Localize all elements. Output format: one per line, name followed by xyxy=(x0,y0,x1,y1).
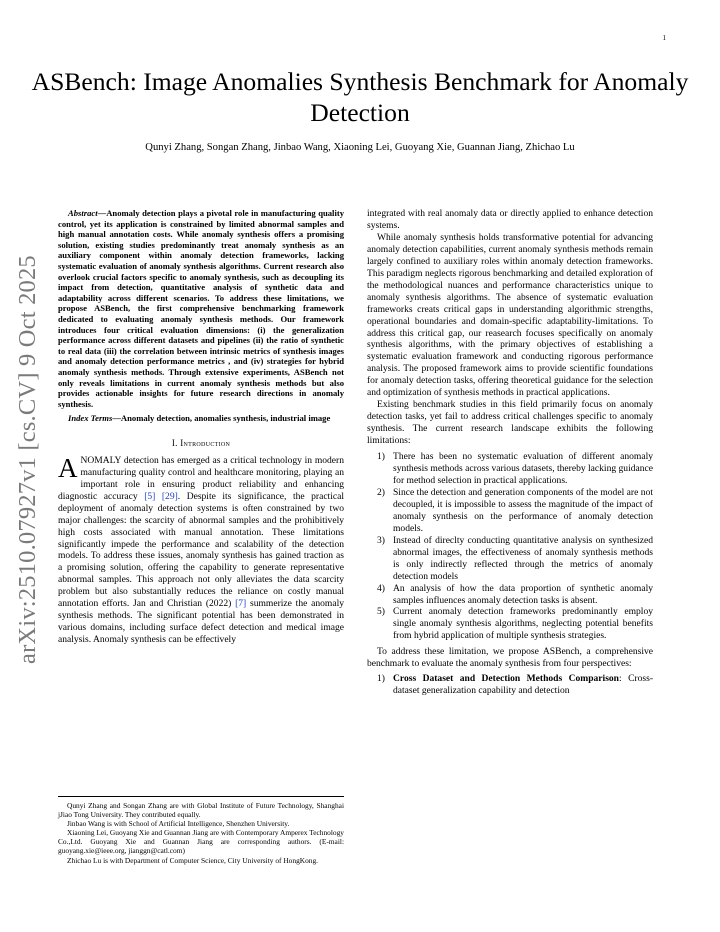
intro-text-c: summerize the anomaly synthesis methods. The significant potential has been demonstrated in various domains, including surface defect detection and medical image analysis. Anomaly synthesis can be effectively xyxy=(58,598,344,646)
footnote: Jinbao Wang is with School of Artificial Intelligence, Shenzhen University. xyxy=(67,819,290,829)
list-item xyxy=(367,487,653,535)
intro-paragraph-1-continued: integrated with real anomaly data or directly applied to enhance detection systems. xyxy=(367,208,653,231)
intro-paragraph-4: To address these limitation, we propose ASBench, a comprehensive benchmark to evaluate the anomaly synthesis from four perspectives: xyxy=(367,646,653,670)
citation-link[interactable]: [7] xyxy=(235,598,247,610)
footnote: Xiaoning Lei, Guoyang Xie and Guannan Jiang are with Contemporary Amperex Technology Co.,Ltd. Guoyang Xie and Guannan Jiang are corresponding authors. (E-mail: guoyang.xie@ieee.org, jianggn@catl.com) xyxy=(58,828,344,856)
intro-text-a: NOMALY detection has emerged as a critical technology in modern manufacturing quality control and healthcare monitoring, playing an important role in ensuring product reliability and enhancing diagnostic accuracy xyxy=(58,454,344,502)
paper-title: ASBench: Image Anomalies Synthesis Benchmark for Anomaly Detection xyxy=(31,67,689,127)
list-number: 5) xyxy=(377,606,385,618)
citation-link[interactable]: [29] xyxy=(161,490,178,502)
limitations-list xyxy=(367,451,653,642)
list-item-text: An analysis of how the data proportion of synthetic anomaly samples influences anomaly detection tasks is absent. xyxy=(393,582,653,606)
list-number: 2) xyxy=(377,486,385,498)
section-heading-introduction: I. Introduction xyxy=(171,437,231,448)
abstract xyxy=(58,208,344,409)
index-terms xyxy=(58,413,344,424)
index-terms-label: Index Terms xyxy=(68,413,113,424)
list-item-text: Current anomaly detection frameworks predominantly employ single anomaly synthesis algorithms, neglecting potential benefits from hybrid application of multiple synthesis strategies. xyxy=(393,606,653,642)
list-item-text: Since the detection and generation components of the model are not decoupled, it is impossible to assess the magnitude of the impact of anomaly synthesis on the performance of anomaly detection models. xyxy=(393,486,653,534)
list-item-text: Instead of direclty conducting quantitative analysis on synthesized abnormal images, the effectiveness of anomaly synthesis methods is only indirectly reflected through the metrics of anomaly detection models xyxy=(393,534,653,582)
footnotes xyxy=(58,796,344,865)
abstract-label: Abstract xyxy=(68,208,98,218)
index-terms-text: —Anomaly detection, anomalies synthesis, industrial image xyxy=(112,413,331,424)
list-item xyxy=(367,535,653,583)
perspectives-list xyxy=(367,673,653,697)
right-column xyxy=(367,208,653,701)
page-number: 1 xyxy=(662,34,666,42)
list-item xyxy=(367,673,653,697)
list-item-text: There has been no systematic evaluation of different anomaly synthesis methods across various datasets, thereby lacking guidance for method selection in practical applications. xyxy=(393,451,653,486)
intro-text-b: . Despite its significance, the practical deployment of anomaly detection systems is often constrained by two major challenges: the scarcity of abnormal samples and the prohibitively high costs associated with manual annotation. These limitations significantly impede the performance and scalability of the detection models. To address these issues, anomaly synthesis has gained traction as a promising solution, offering the capability to generate representative abnormal samples. This approach not only alleviates the data scarcity problem but also substantially reduces the reliance on costly manual annotation efforts. Jan and Christian (2022) xyxy=(58,490,344,610)
citation-link[interactable]: [5] xyxy=(144,490,156,502)
footnote: Qunyi Zhang and Songan Zhang are with Global Institute of Future Technology, Shanghai jJiao Tong University. They contributed equally. xyxy=(58,801,344,820)
drop-cap: A xyxy=(58,452,78,483)
list-item xyxy=(367,606,653,642)
list-item xyxy=(367,583,653,607)
list-number: 1) xyxy=(377,673,385,685)
intro-paragraph-2: While anomaly synthesis holds transformative potential for advancing anomaly detection capabilities, current anomaly synthesis methods remain largely confined to auxiliary roles within anomaly detection frameworks. This paradigm neglects rigorous benchmarking and detailed exploration of the methodological nuances and performance characteristics unique to anomaly synthesis algorithms. The absence of systematic evaluation frameworks creats critical gaps in understanding algorithmic strengths, operational boundaries and domain-specific adaptability-limitations. To address this critical gap, our reasearch focuses specifically on anomaly synthesis algorithms, with the primary objectives of establishing a systematic evaluation framework and conducting rigorous performance analysis. The proposed framework aims to provide scientific foundations for anomaly detection tasks, offering theoretical guidance for the selection and optimization of synthesis methods in practical applications. xyxy=(367,231,653,399)
left-column xyxy=(58,208,344,646)
list-number: 1) xyxy=(377,451,385,463)
intro-paragraph-3: Existing benchmark studies in this field primarily focus on anomaly detection tasks, yet fail to address critical challenges specific to anomaly synthesis. The current research landscape exhibits the following limitations: xyxy=(367,399,653,447)
abstract-text: —Anomaly detection plays a pivotal role in manufacturing quality control, yet its application is constrained by limited abnormal samples and high manual annotation costs. While anomaly synthesis offers a promising solution, existing studies predominantly treat anomaly synthesis as an auxiliary component within anomaly detection frameworks, lacking systematic evaluation of anomaly synthesis algorithms. Current research also overlook crucial factors specific to anomaly synthesis, such as decoupling its impact from detection, quantitative analysis of synthetic data and adaptability across different scenarios. To address these limitations, we propose ASBench, the first comprehensive benchmarking framework dedicated to evaluating anomaly synthesis methods. Our framework introduces four critical evaluation dimensions: (i) the generalization performance across different datasets and pipelines (ii) the ratio of synthetic to real data (iii) the correlation between intrinsic metrics of synthesis images and anomaly detection performance metrics , and (iv) strategies for hybrid anomaly synthesis methods. Through extensive experiments, ASBench not only reveals limitations in current anomaly synthesis methods but also provides actionable insights for future research directions in anomaly synthesis. xyxy=(58,208,344,409)
perspective-title: Cross Dataset and Detection Methods Comparison xyxy=(393,673,619,685)
intro-paragraph-1 xyxy=(58,452,344,646)
author-list: Qunyi Zhang, Songan Zhang, Jinbao Wang, Xiaoning Lei, Guoyang Xie, Guannan Jiang, Zhichao Lu xyxy=(145,142,575,153)
list-number: 3) xyxy=(377,534,385,546)
list-number: 4) xyxy=(377,582,385,594)
arxiv-identifier-stamp: arXiv:2510.07927v1 [cs.CV] 9 Oct 2025 xyxy=(14,255,41,664)
list-item-text: : Cross-dataset generalization capability and detection xyxy=(393,673,653,697)
list-item xyxy=(367,451,653,487)
footnote: Zhichao Lu is with Department of Computer Science, City University of HongKong. xyxy=(67,855,319,865)
